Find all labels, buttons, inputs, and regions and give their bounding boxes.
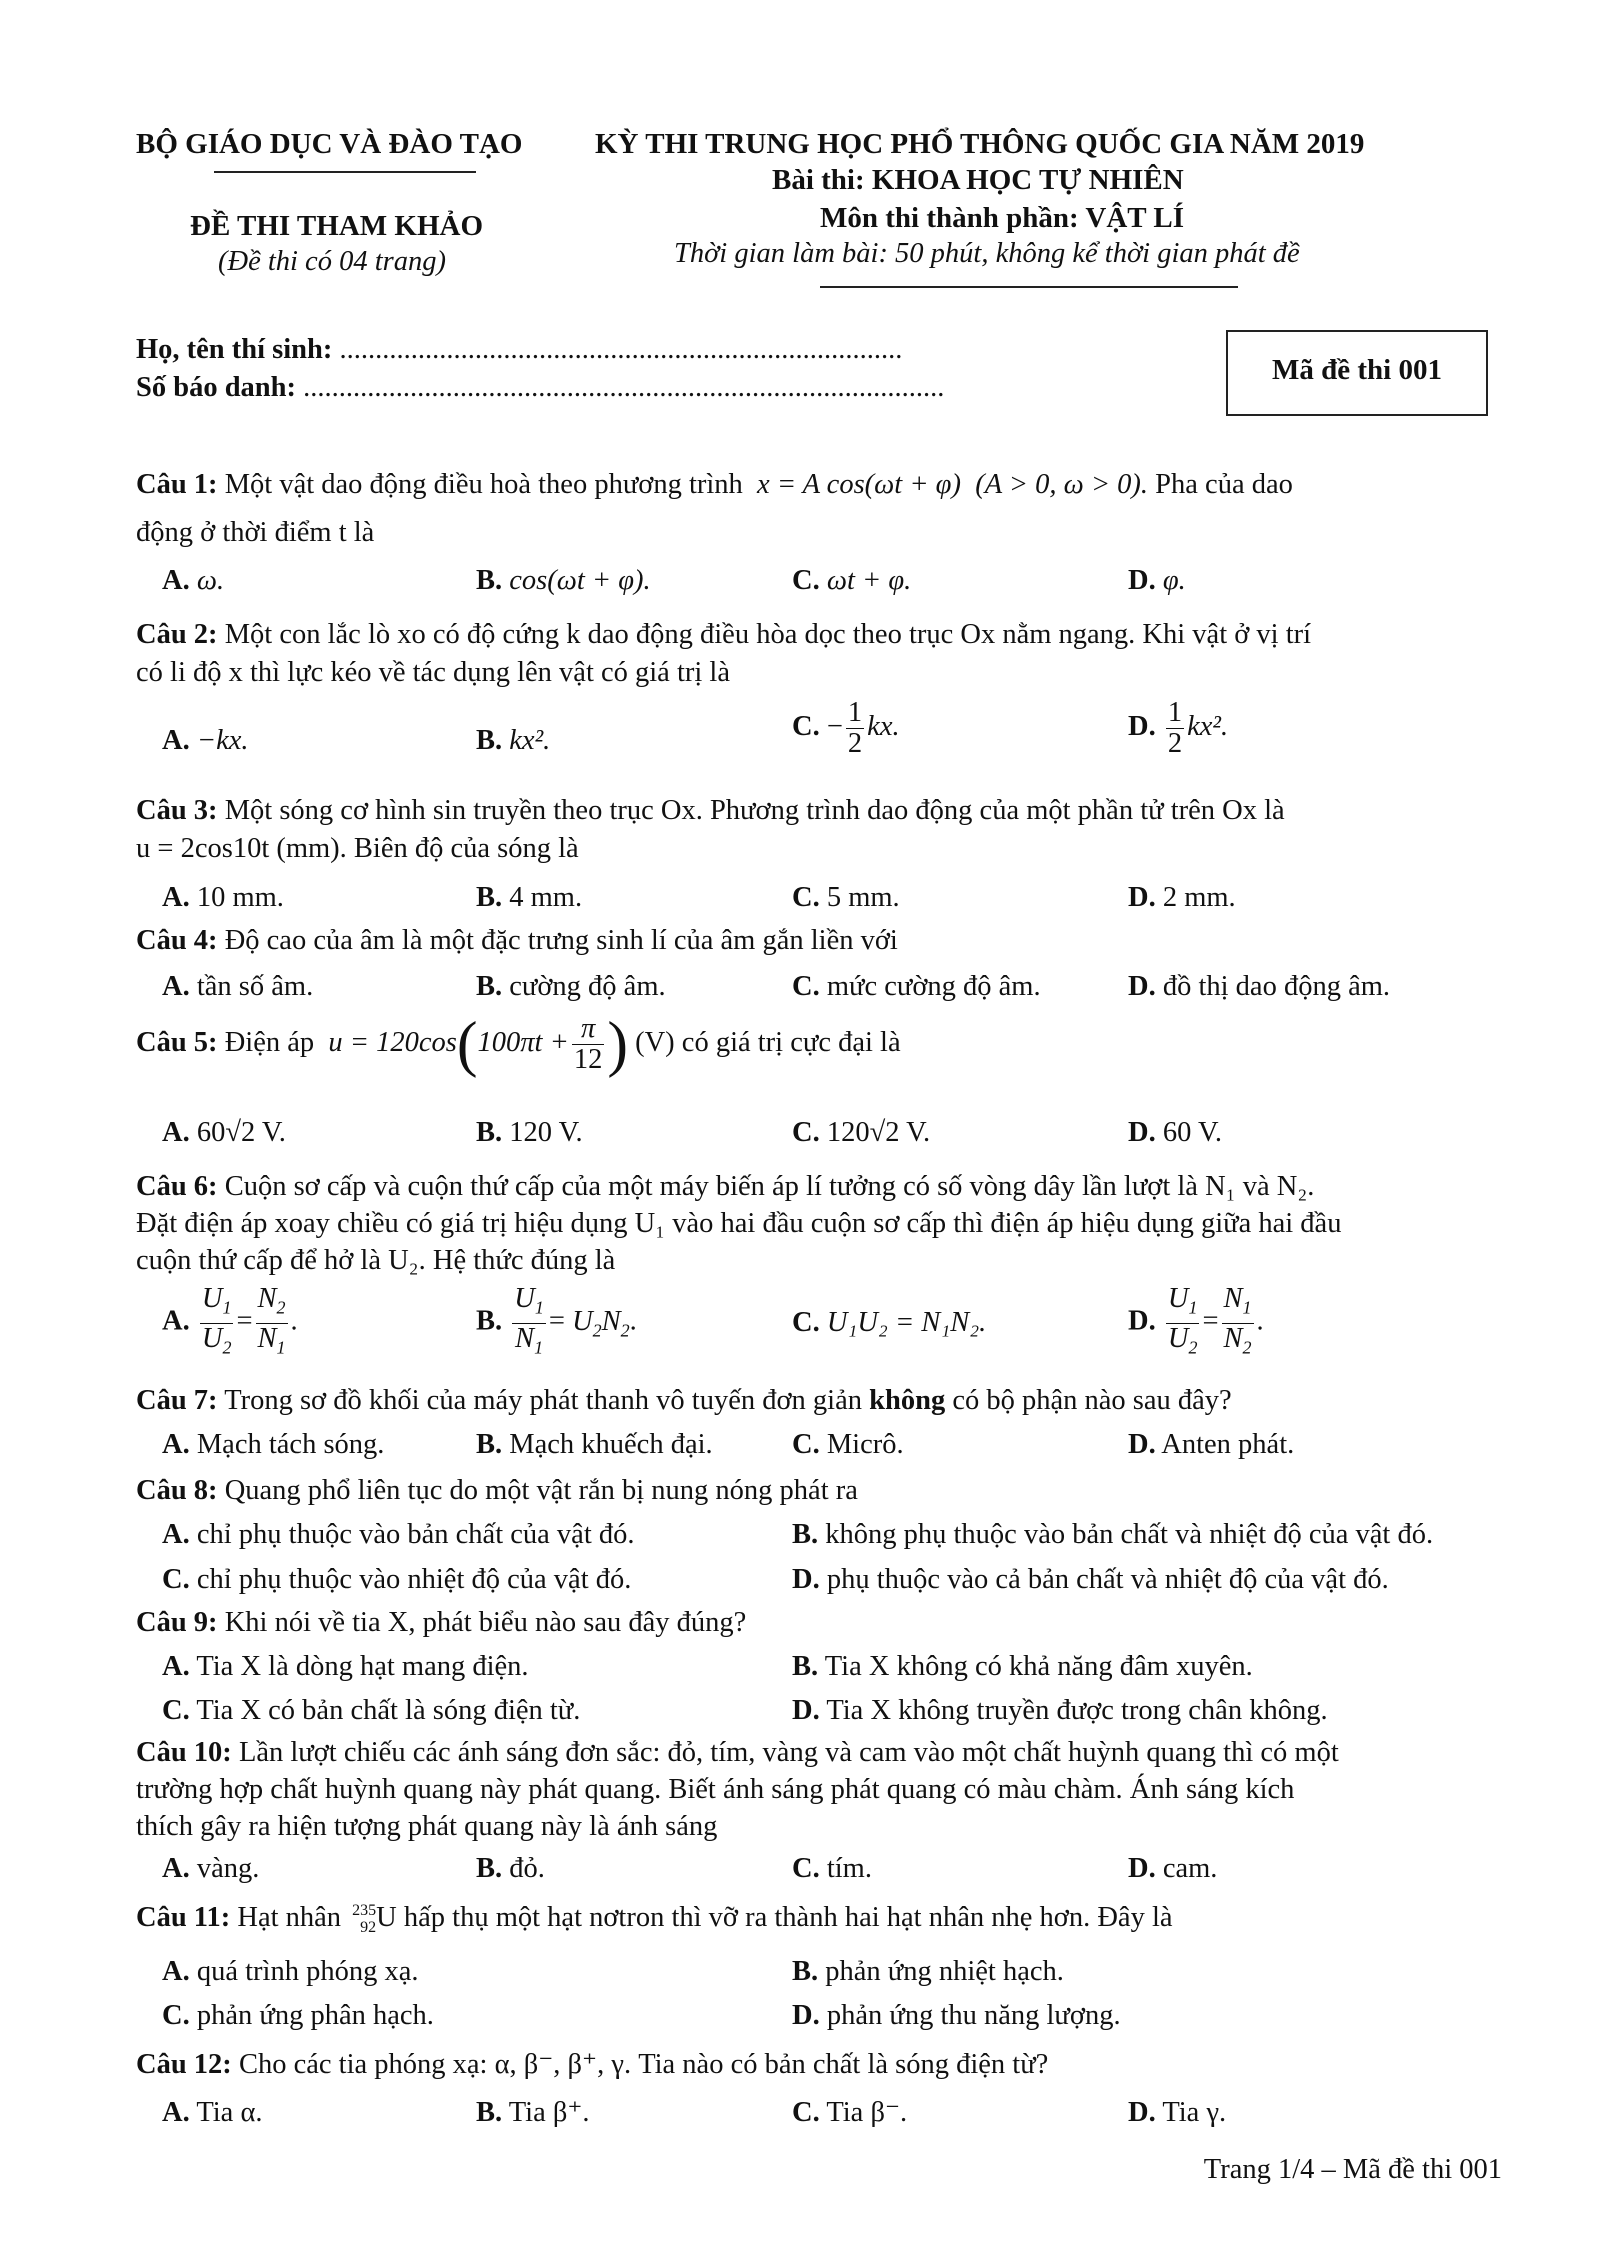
candidate-name-label: Họ, tên thí sinh: xyxy=(136,334,333,365)
option-letter: C. xyxy=(792,971,820,1002)
option-letter: A. xyxy=(162,1305,190,1337)
fraction-numerator: $U_1$ xyxy=(512,1284,546,1324)
fraction-denominator: $N_1$ xyxy=(257,1322,286,1358)
option-letter: C. xyxy=(792,2097,820,2128)
option-letter: D. xyxy=(1128,711,1156,743)
q4-option-b[interactable] xyxy=(476,970,666,1004)
question-1-label: Câu 1: xyxy=(136,469,218,500)
fraction-denominator: $N_2$ xyxy=(1223,1322,1252,1358)
option-text: vàng. xyxy=(196,1853,260,1884)
candidate-name-dots: ............................................................................... xyxy=(339,334,903,365)
option-letter: B. xyxy=(792,1651,819,1682)
option-letter: C. xyxy=(792,1117,820,1148)
fraction-numerator: $U_1$ xyxy=(1166,1284,1200,1324)
q3-option-a[interactable] xyxy=(162,881,284,915)
question-7-text: Trong sơ đồ khối của máy phát thanh vô tuyến đơn giản xyxy=(224,1385,863,1416)
q4-option-a[interactable] xyxy=(162,970,313,1004)
candidate-id-label: Số báo danh: xyxy=(136,372,296,403)
subject-name: Môn thi thành phần: VẬT LÍ xyxy=(820,202,1184,234)
q8-option-c[interactable] xyxy=(162,1563,631,1597)
option-letter: D. xyxy=(1128,971,1156,1002)
question-1-equation: x = A cos(ωt + φ) xyxy=(757,469,961,500)
option-letter: C. xyxy=(162,1564,190,1595)
mass-number: 235 xyxy=(352,1902,377,1920)
option-text: 120√2 V. xyxy=(826,1117,931,1148)
question-10-line-3: thích gây ra hiện tượng phát quang này là ánh sáng xyxy=(136,1811,718,1842)
option-letter: A. xyxy=(162,1117,190,1148)
option-text: Micrô. xyxy=(826,1429,904,1460)
option-text: chỉ phụ thuộc vào bản chất của vật đó. xyxy=(196,1519,635,1550)
question-5-text-end: (V) có giá trị cực đại là xyxy=(635,1027,901,1059)
q11-option-b[interactable] xyxy=(792,1955,1064,1989)
q9-option-b[interactable] xyxy=(792,1650,1253,1684)
doc-type: ĐỀ THI THAM KHẢO xyxy=(190,210,484,242)
question-11-text-end: hấp thụ một hạt nơtron thì vỡ ra thành hai hạt nhân nhẹ hơn. Đây là xyxy=(403,1902,1173,1933)
question-3-text: Một sóng cơ hình sin truyền theo trục Ox. Phương trình dao động của một phần tử trên Ox là xyxy=(224,795,1285,826)
question-5-equation: u = 120cos xyxy=(328,1027,457,1059)
question-2-line-1 xyxy=(136,616,1504,653)
q7-option-a[interactable] xyxy=(162,1428,384,1462)
option-letter: A. xyxy=(162,1651,190,1682)
q8-option-a[interactable] xyxy=(162,1518,635,1552)
option-text: kx². xyxy=(509,725,551,756)
q12-option-c[interactable] xyxy=(792,2096,907,2130)
equation-phase: 100πt + xyxy=(477,1027,569,1059)
option-letter: D. xyxy=(1128,1429,1156,1460)
q6-option-b[interactable]: B. $\frac{U_1}{N_1}$ = $U_2N_2$. xyxy=(476,1284,637,1362)
option-letter: B. xyxy=(476,1853,503,1884)
candidate-id-dots: .......................................................................................... xyxy=(303,372,945,403)
option-letter: D. xyxy=(792,1564,820,1595)
option-text: 60√2 V. xyxy=(196,1117,286,1148)
q3-option-d[interactable] xyxy=(1128,881,1236,915)
q12-option-b[interactable] xyxy=(476,2096,590,2130)
option-text: phản ứng phân hạch. xyxy=(196,2000,434,2031)
q8-option-b[interactable] xyxy=(792,1518,1433,1552)
option-text: 2 mm. xyxy=(1162,882,1236,913)
option-letter: D. xyxy=(1128,1853,1156,1884)
option-text: Tia γ. xyxy=(1162,2097,1227,2128)
option-letter: D. xyxy=(792,2000,820,2031)
fraction-denominator: $N_1$ xyxy=(515,1322,544,1358)
q3-option-c[interactable] xyxy=(792,881,900,915)
option-letter: B. xyxy=(476,1429,503,1460)
exam-code-label: Mã đề thi 001 xyxy=(1272,354,1442,386)
question-6-line-1 xyxy=(136,1168,1504,1205)
option-text: Mạch khuếch đại. xyxy=(509,1429,713,1460)
exam-code-box xyxy=(1226,330,1488,416)
paren-close: ) xyxy=(607,1010,628,1079)
q1-option-a[interactable] xyxy=(162,564,224,598)
fraction-numerator: 1 xyxy=(1167,697,1183,728)
question-2-text: Một con lắc lò xo có độ cứng k dao động điều hòa dọc theo trục Ox nằm ngang. Khi vật ở vị trí xyxy=(224,619,1312,650)
q9-option-a[interactable] xyxy=(162,1650,529,1684)
option-text: 120 V. xyxy=(509,1117,583,1148)
question-2-label: Câu 2: xyxy=(136,619,218,650)
q7-option-b[interactable] xyxy=(476,1428,713,1462)
option-letter: A. xyxy=(162,1853,190,1884)
option-letter: B. xyxy=(476,971,503,1002)
question-1-condition: (A > 0, ω > 0). xyxy=(975,469,1149,500)
test-name: Bài thi: KHOA HỌC TỰ NHIÊN xyxy=(772,164,1184,196)
q11-option-c[interactable] xyxy=(162,1999,434,2033)
question-6-text: Cuộn sơ cấp và cuộn thứ cấp của một máy biến áp lí tưởng có số vòng dây lần lượt là N₁ và N₂. xyxy=(224,1171,1315,1202)
q9-option-d[interactable] xyxy=(792,1694,1328,1728)
question-10-line-1 xyxy=(136,1734,1504,1771)
fraction-numerator: $N_1$ xyxy=(1222,1284,1254,1324)
q4-option-d[interactable] xyxy=(1128,970,1390,1004)
option-letter: B. xyxy=(476,725,503,756)
option-letter: C. xyxy=(792,1853,820,1884)
option-text: 60 V. xyxy=(1162,1117,1222,1148)
option-text: cos(ωt + φ). xyxy=(509,565,651,596)
q10-option-b[interactable] xyxy=(476,1852,545,1886)
option-letter: C. xyxy=(792,565,820,596)
option-text: φ. xyxy=(1162,565,1186,596)
option-text: kx². xyxy=(1187,711,1229,743)
option-text: cam. xyxy=(1162,1853,1218,1884)
time-note: Thời gian làm bài: 50 phút, không kể thời gian phát đề xyxy=(674,238,1300,269)
q7-option-c[interactable] xyxy=(792,1428,904,1462)
nuclide-numbers xyxy=(352,1902,376,1936)
question-11-label: Câu 11: xyxy=(136,1902,231,1933)
question-5-text: Điện áp xyxy=(224,1027,315,1059)
option-text: quá trình phóng xạ. xyxy=(196,1956,419,1987)
ministry-name: BỘ GIÁO DỤC VÀ ĐÀO TẠO xyxy=(136,128,523,160)
option-letter: B. xyxy=(476,1305,503,1337)
option-letter: D. xyxy=(1128,882,1156,913)
fraction-denominator: 2 xyxy=(847,728,863,759)
q6-option-a[interactable]: A. $\frac{U_1}{U_2}$ = $\frac{N_2}{N_1}$ . xyxy=(162,1284,298,1362)
candidate-name-field[interactable] xyxy=(136,334,902,366)
q3-option-b[interactable] xyxy=(476,881,582,915)
option-text: ω. xyxy=(196,565,225,596)
ministry-underline xyxy=(214,171,476,173)
question-11-line-1 xyxy=(136,1902,1173,1936)
question-7-line-1 xyxy=(136,1382,1232,1419)
option-letter: C. xyxy=(792,882,820,913)
q11-option-d[interactable] xyxy=(792,1999,1121,2033)
option-letter: D. xyxy=(1128,2097,1156,2128)
fraction-numerator: $N_2$ xyxy=(256,1284,288,1324)
candidate-id-field[interactable] xyxy=(136,372,944,404)
question-5-label: Câu 5: xyxy=(136,1027,218,1059)
question-9-text: Khi nói về tia X, phát biểu nào sau đây đúng? xyxy=(224,1607,747,1638)
q8-option-d[interactable] xyxy=(792,1563,1389,1597)
q5-option-b[interactable] xyxy=(476,1116,583,1150)
option-text: 5 mm. xyxy=(826,882,900,913)
fraction-numerator: 1 xyxy=(847,697,863,728)
option-letter: B. xyxy=(476,2097,503,2128)
option-text: chỉ phụ thuộc vào nhiệt độ của vật đó. xyxy=(196,1564,632,1595)
question-11-text: Hạt nhân xyxy=(237,1902,342,1933)
question-4-text: Độ cao của âm là một đặc trưng sinh lí của âm gắn liền với xyxy=(224,925,898,956)
option-letter: A. xyxy=(162,882,190,913)
question-3-label: Câu 3: xyxy=(136,795,218,826)
q4-option-c[interactable] xyxy=(792,970,1041,1004)
q1-option-d[interactable] xyxy=(1128,564,1186,598)
option-text: Tia α. xyxy=(196,2097,263,2128)
question-6-line-2: Đặt điện áp xoay chiều có giá trị hiệu dụng U₁ vào hai đầu cuộn sơ cấp thì điện áp hiệu dụng giữa hai đầu xyxy=(136,1208,1342,1239)
question-12-line-1 xyxy=(136,2046,1048,2083)
option-text: kx. xyxy=(867,711,900,743)
question-10-text: Lần lượt chiếu các ánh sáng đơn sắc: đỏ, tím, vàng và cam vào một chất huỳnh quang thì có một xyxy=(238,1737,1339,1768)
option-text: mức cường độ âm. xyxy=(826,971,1041,1002)
option-letter: A. xyxy=(162,2097,190,2128)
atomic-number: 92 xyxy=(360,1919,377,1937)
option-letter: D. xyxy=(1128,1305,1156,1337)
fraction-numerator: π xyxy=(572,1014,605,1045)
minus-sign: − xyxy=(826,711,843,743)
question-10-label: Câu 10: xyxy=(136,1737,232,1768)
q11-option-a[interactable] xyxy=(162,1955,418,1989)
option-text: đồ thị dao động âm. xyxy=(1162,971,1391,1002)
question-1-text: Một vật dao động điều hoà theo phương trình xyxy=(224,469,743,500)
q10-option-c[interactable] xyxy=(792,1852,872,1886)
question-6-label: Câu 6: xyxy=(136,1171,218,1202)
option-text: ωt + φ. xyxy=(826,565,912,596)
q12-option-d[interactable] xyxy=(1128,2096,1226,2130)
fraction-numerator: $U_1$ xyxy=(200,1284,234,1324)
question-10-line-2: trường hợp chất huỳnh quang này phát quang. Biết ánh sáng phát quang có màu chàm. Ánh sáng kích xyxy=(136,1774,1295,1805)
question-1-line-2: động ở thời điểm t là xyxy=(136,517,375,548)
q7-option-d[interactable] xyxy=(1128,1428,1294,1462)
option-text: Anten phát. xyxy=(1161,1429,1295,1460)
option-letter: D. xyxy=(792,1695,820,1726)
option-letter: B. xyxy=(792,1956,819,1987)
option-text: Tia β⁻. xyxy=(826,2097,908,2128)
option-letter: D. xyxy=(1128,565,1156,596)
fraction-denominator: 12 xyxy=(573,1044,603,1075)
question-8-text: Quang phổ liên tục do một vật rắn bị nung nóng phát ra xyxy=(224,1475,858,1506)
option-text: $U_2N_2$ xyxy=(572,1305,630,1341)
fraction-denominator: $U_2$ xyxy=(201,1322,232,1358)
q2-option-a[interactable] xyxy=(162,724,249,758)
option-letter: C. xyxy=(162,2000,190,2031)
fraction-denominator: 2 xyxy=(1167,728,1183,759)
question-8-line-1 xyxy=(136,1472,858,1509)
q2-option-c[interactable] xyxy=(792,698,900,759)
q9-option-c[interactable] xyxy=(162,1694,580,1728)
q2-option-b[interactable] xyxy=(476,724,550,758)
fraction-denominator: $U_2$ xyxy=(1167,1322,1198,1358)
option-text: tần số âm. xyxy=(196,971,314,1002)
option-text: 10 mm. xyxy=(196,882,284,913)
option-text: Tia X không truyền được trong chân không. xyxy=(826,1695,1328,1726)
time-underline xyxy=(820,286,1238,288)
q1-option-c[interactable] xyxy=(792,564,911,598)
question-9-label: Câu 9: xyxy=(136,1607,218,1638)
option-text: đỏ. xyxy=(509,1853,545,1884)
question-8-label: Câu 8: xyxy=(136,1475,218,1506)
option-letter: C. xyxy=(792,1429,820,1460)
option-text: phụ thuộc vào cả bản chất và nhiệt độ của vật đó. xyxy=(826,1564,1389,1595)
option-text: Tia X có bản chất là sóng điện từ. xyxy=(196,1695,581,1726)
option-text: phản ứng nhiệt hạch. xyxy=(825,1956,1064,1987)
q10-option-a[interactable] xyxy=(162,1852,259,1886)
question-7-text-end: có bộ phận nào sau đây? xyxy=(952,1385,1232,1416)
option-letter: B. xyxy=(476,882,503,913)
paren-open: ( xyxy=(456,1010,478,1079)
option-text: 4 mm. xyxy=(509,882,583,913)
q5-option-c[interactable] xyxy=(792,1116,930,1150)
option-letter: A. xyxy=(162,1429,190,1460)
option-letter: A. xyxy=(162,971,190,1002)
option-text: Tia β⁺. xyxy=(508,2097,590,2128)
page-footer: Trang 1/4 – Mã đề thi 001 xyxy=(1203,2154,1502,2185)
option-letter: C. xyxy=(792,1307,820,1338)
question-1-line-1 xyxy=(136,466,1504,503)
question-1-text-end: Pha của dao xyxy=(1155,469,1293,500)
option-text: Tia X không có khả năng đâm xuyên. xyxy=(824,1651,1253,1682)
element-symbol: U xyxy=(376,1902,397,1933)
q5-option-a[interactable] xyxy=(162,1116,286,1150)
option-letter: C. xyxy=(792,711,820,743)
question-3-line-1 xyxy=(136,792,1504,829)
option-letter: A. xyxy=(162,1956,190,1987)
option-letter: B. xyxy=(476,1117,503,1148)
q10-option-d[interactable] xyxy=(1128,1852,1217,1886)
question-7-label: Câu 7: xyxy=(136,1385,218,1416)
question-9-line-1 xyxy=(136,1604,746,1641)
question-2-line-2: có li độ x thì lực kéo về tác dụng lên vật có giá trị là xyxy=(136,657,730,688)
option-text: cường độ âm. xyxy=(509,971,666,1002)
q1-option-b[interactable] xyxy=(476,564,651,598)
option-letter: A. xyxy=(162,725,190,756)
exam-title: KỲ THI TRUNG HỌC PHỔ THÔNG QUỐC GIA NĂM 2019 xyxy=(595,128,1365,160)
question-4-line-1 xyxy=(136,922,898,959)
option-text: tím. xyxy=(826,1853,872,1884)
option-letter: A. xyxy=(162,1519,190,1550)
question-3-line-2: u = 2cos10t (mm). Biên độ của sóng là xyxy=(136,833,579,864)
question-7-emphasis: không xyxy=(869,1385,946,1416)
question-12-label: Câu 12: xyxy=(136,2049,232,2080)
option-letter: B. xyxy=(792,1519,819,1550)
q12-option-a[interactable] xyxy=(162,2096,263,2130)
q2-option-d[interactable] xyxy=(1128,698,1228,759)
option-letter: D. xyxy=(1128,1117,1156,1148)
question-4-label: Câu 4: xyxy=(136,925,218,956)
option-text: −kx. xyxy=(196,725,249,756)
question-12-text: Cho các tia phóng xạ: α, β⁻, β⁺, γ. Tia nào có bản chất là sóng điện từ? xyxy=(238,2049,1049,2080)
option-letter: B. xyxy=(476,565,503,596)
option-letter: C. xyxy=(162,1695,190,1726)
option-text: phản ứng thu năng lượng. xyxy=(826,2000,1121,2031)
option-text: U₁U₂ = N₁N₂. xyxy=(826,1307,987,1338)
question-5-line-1 xyxy=(136,1010,901,1079)
option-text: không phụ thuộc vào bản chất và nhiệt độ của vật đó. xyxy=(825,1519,1434,1550)
page-count-note: (Đề thi có 04 trang) xyxy=(218,246,446,277)
question-6-line-3: cuộn thứ cấp để hở là U₂. Hệ thức đúng là xyxy=(136,1245,616,1276)
option-text: Tia X là dòng hạt mang điện. xyxy=(196,1651,529,1682)
q6-option-d[interactable]: D. $\frac{U_1}{U_2}$ = $\frac{N_1}{N_2}$ . xyxy=(1128,1284,1264,1362)
q5-option-d[interactable] xyxy=(1128,1116,1222,1150)
option-letter: A. xyxy=(162,565,190,596)
option-text: Mạch tách sóng. xyxy=(196,1429,385,1460)
q6-option-c[interactable] xyxy=(792,1306,986,1340)
